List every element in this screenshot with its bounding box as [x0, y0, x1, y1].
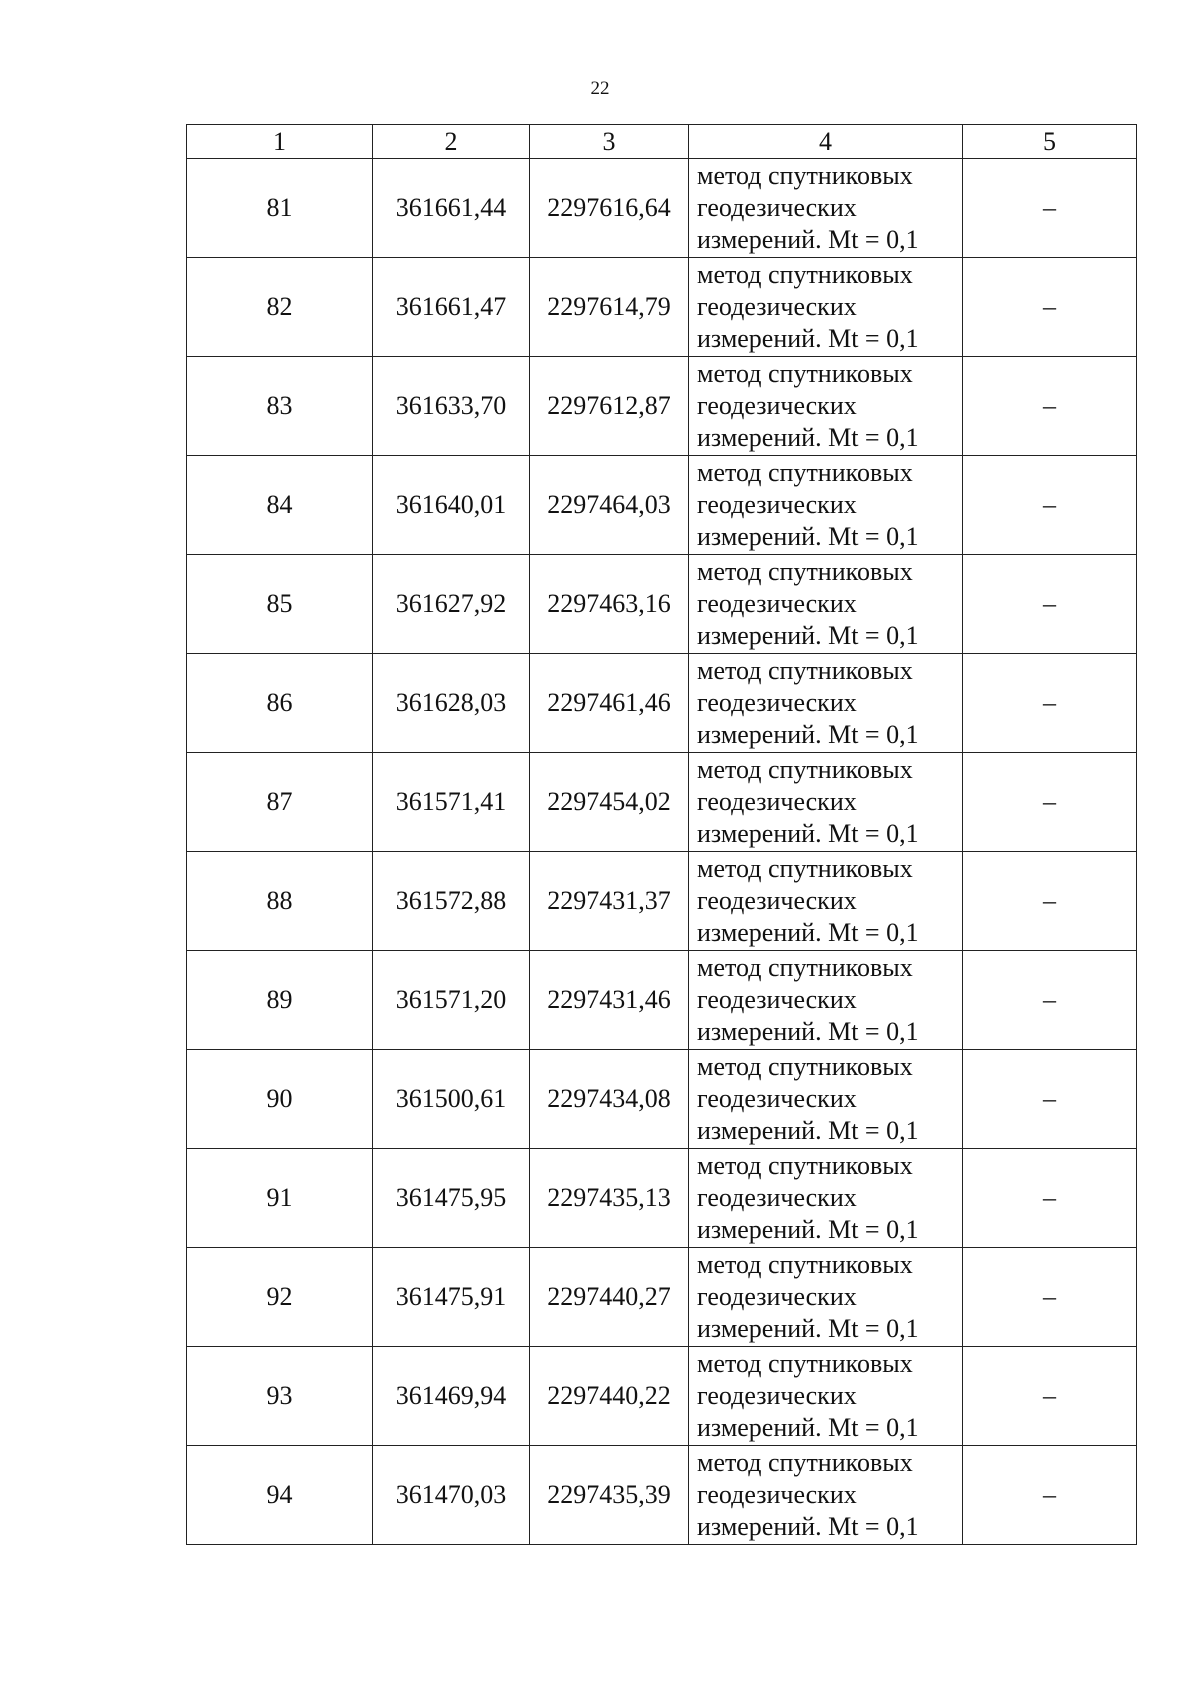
note-cell: – — [963, 555, 1137, 654]
method-cell — [689, 1050, 963, 1149]
method-text-line: метод спутниковых — [697, 260, 913, 289]
y-coordinate-cell: 2297616,64 — [530, 159, 689, 258]
y-coordinate-cell: 2297435,39 — [530, 1446, 689, 1545]
x-coordinate-cell: 361640,01 — [373, 456, 530, 555]
method-text-line: геодезических — [697, 787, 857, 816]
column-header: 3 — [530, 125, 689, 159]
method-text-line: геодезических — [697, 292, 857, 321]
point-number-cell: 89 — [187, 951, 373, 1050]
column-header: 1 — [187, 125, 373, 159]
point-number-cell: 86 — [187, 654, 373, 753]
table-row — [187, 555, 1137, 654]
method-text-line: геодезических — [697, 1084, 857, 1113]
method-cell — [689, 951, 963, 1050]
method-text-line: метод спутниковых — [697, 458, 913, 487]
method-text-line: измерений. Mt = 0,1 — [697, 1512, 919, 1541]
column-header: 5 — [963, 125, 1137, 159]
note-cell: – — [963, 1347, 1137, 1446]
x-coordinate-cell: 361633,70 — [373, 357, 530, 456]
note-cell: – — [963, 852, 1137, 951]
y-coordinate-cell: 2297440,22 — [530, 1347, 689, 1446]
method-text-line: метод спутниковых — [697, 755, 913, 784]
point-number-cell: 84 — [187, 456, 373, 555]
table-body — [187, 159, 1137, 1545]
table-row — [187, 654, 1137, 753]
x-coordinate-cell: 361572,88 — [373, 852, 530, 951]
method-cell — [689, 159, 963, 258]
table-row — [187, 456, 1137, 555]
method-text-line: геодезических — [697, 1282, 857, 1311]
note-cell: – — [963, 1248, 1137, 1347]
x-coordinate-cell: 361475,95 — [373, 1149, 530, 1248]
method-text-line: измерений. Mt = 0,1 — [697, 1314, 919, 1343]
method-text-line: метод спутниковых — [697, 1448, 913, 1477]
method-text-line: измерений. Mt = 0,1 — [697, 918, 919, 947]
x-coordinate-cell: 361500,61 — [373, 1050, 530, 1149]
method-text-line: измерений. Mt = 0,1 — [697, 1116, 919, 1145]
point-number-cell: 90 — [187, 1050, 373, 1149]
method-text-line: метод спутниковых — [697, 161, 913, 190]
method-text-line: измерений. Mt = 0,1 — [697, 225, 919, 254]
method-cell — [689, 1149, 963, 1248]
method-text-line: геодезических — [697, 1381, 857, 1410]
method-text-line: метод спутниковых — [697, 1250, 913, 1279]
note-cell: – — [963, 357, 1137, 456]
coordinates-table — [186, 124, 1137, 1545]
x-coordinate-cell: 361571,20 — [373, 951, 530, 1050]
x-coordinate-cell: 361627,92 — [373, 555, 530, 654]
point-number-cell: 81 — [187, 159, 373, 258]
y-coordinate-cell: 2297435,13 — [530, 1149, 689, 1248]
method-text-line: геодезических — [697, 1480, 857, 1509]
point-number-cell: 83 — [187, 357, 373, 456]
method-text-line: метод спутниковых — [697, 1151, 913, 1180]
method-text-line: метод спутниковых — [697, 557, 913, 586]
method-cell — [689, 654, 963, 753]
y-coordinate-cell: 2297440,27 — [530, 1248, 689, 1347]
x-coordinate-cell: 361661,47 — [373, 258, 530, 357]
point-number-cell: 92 — [187, 1248, 373, 1347]
point-number-cell: 88 — [187, 852, 373, 951]
point-number-cell: 93 — [187, 1347, 373, 1446]
table-row — [187, 1248, 1137, 1347]
method-cell — [689, 456, 963, 555]
method-cell — [689, 852, 963, 951]
method-text-line: измерений. Mt = 0,1 — [697, 621, 919, 650]
table-row — [187, 1446, 1137, 1545]
method-text-line: метод спутниковых — [697, 1052, 913, 1081]
x-coordinate-cell: 361475,91 — [373, 1248, 530, 1347]
method-cell — [689, 1248, 963, 1347]
point-number-cell: 82 — [187, 258, 373, 357]
y-coordinate-cell: 2297461,46 — [530, 654, 689, 753]
column-header: 2 — [373, 125, 530, 159]
method-text-line: геодезических — [697, 193, 857, 222]
y-coordinate-cell: 2297463,16 — [530, 555, 689, 654]
method-text-line: метод спутниковых — [697, 656, 913, 685]
note-cell: – — [963, 1446, 1137, 1545]
x-coordinate-cell: 361571,41 — [373, 753, 530, 852]
method-cell — [689, 555, 963, 654]
method-text-line: метод спутниковых — [697, 1349, 913, 1378]
method-text-line: измерений. Mt = 0,1 — [697, 324, 919, 353]
x-coordinate-cell: 361628,03 — [373, 654, 530, 753]
table-row — [187, 951, 1137, 1050]
x-coordinate-cell: 361469,94 — [373, 1347, 530, 1446]
method-text-line: геодезических — [697, 985, 857, 1014]
method-cell — [689, 1347, 963, 1446]
point-number-cell: 94 — [187, 1446, 373, 1545]
method-text-line: измерений. Mt = 0,1 — [697, 423, 919, 452]
method-text-line: геодезических — [697, 688, 857, 717]
method-text-line: измерений. Mt = 0,1 — [697, 1215, 919, 1244]
method-text-line: метод спутниковых — [697, 854, 913, 883]
table-header-row — [187, 125, 1137, 159]
method-text-line: измерений. Mt = 0,1 — [697, 1017, 919, 1046]
y-coordinate-cell: 2297434,08 — [530, 1050, 689, 1149]
table-row — [187, 1050, 1137, 1149]
table-row — [187, 852, 1137, 951]
method-text-line: геодезических — [697, 1183, 857, 1212]
method-text-line: измерений. Mt = 0,1 — [697, 819, 919, 848]
y-coordinate-cell: 2297464,03 — [530, 456, 689, 555]
method-text-line: геодезических — [697, 391, 857, 420]
table-row — [187, 258, 1137, 357]
table-row — [187, 357, 1137, 456]
x-coordinate-cell: 361661,44 — [373, 159, 530, 258]
y-coordinate-cell: 2297431,46 — [530, 951, 689, 1050]
method-text-line: измерений. Mt = 0,1 — [697, 720, 919, 749]
table-row — [187, 159, 1137, 258]
note-cell: – — [963, 1050, 1137, 1149]
y-coordinate-cell: 2297431,37 — [530, 852, 689, 951]
table-row — [187, 1347, 1137, 1446]
y-coordinate-cell: 2297612,87 — [530, 357, 689, 456]
note-cell: – — [963, 456, 1137, 555]
y-coordinate-cell: 2297454,02 — [530, 753, 689, 852]
method-text-line: геодезических — [697, 589, 857, 618]
table-row — [187, 753, 1137, 852]
note-cell: – — [963, 159, 1137, 258]
method-cell — [689, 753, 963, 852]
method-text-line: измерений. Mt = 0,1 — [697, 522, 919, 551]
method-text-line: метод спутниковых — [697, 359, 913, 388]
page-number: 22 — [590, 78, 610, 99]
method-text-line: геодезических — [697, 886, 857, 915]
method-cell — [689, 258, 963, 357]
method-text-line: измерений. Mt = 0,1 — [697, 1413, 919, 1442]
point-number-cell: 87 — [187, 753, 373, 852]
note-cell: – — [963, 654, 1137, 753]
note-cell: – — [963, 1149, 1137, 1248]
method-cell — [689, 1446, 963, 1545]
method-cell — [689, 357, 963, 456]
x-coordinate-cell: 361470,03 — [373, 1446, 530, 1545]
note-cell: – — [963, 951, 1137, 1050]
method-text-line: метод спутниковых — [697, 953, 913, 982]
note-cell: – — [963, 258, 1137, 357]
table-row — [187, 1149, 1137, 1248]
y-coordinate-cell: 2297614,79 — [530, 258, 689, 357]
point-number-cell: 91 — [187, 1149, 373, 1248]
column-header: 4 — [689, 125, 963, 159]
note-cell: – — [963, 753, 1137, 852]
point-number-cell: 85 — [187, 555, 373, 654]
method-text-line: геодезических — [697, 490, 857, 519]
